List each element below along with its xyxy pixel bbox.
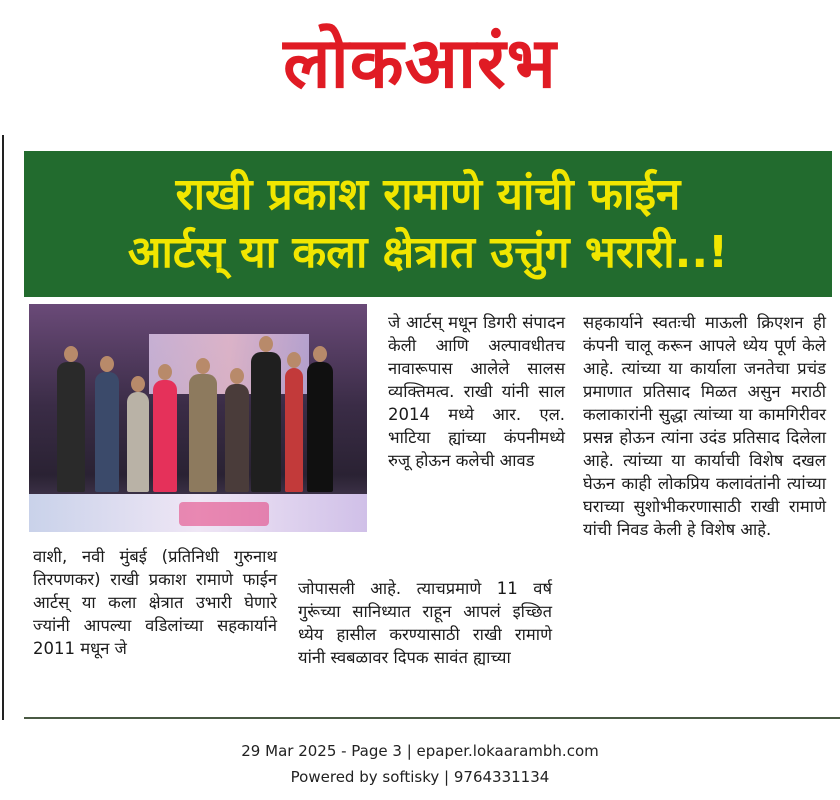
photo-person xyxy=(307,362,333,492)
photo-logo-mark xyxy=(179,502,269,526)
bottom-rule xyxy=(24,717,840,719)
article-column-1-text: वाशी, नवी मुंबई (प्रतिनिधी गुरुनाथ तिरपणकर) राखी प्रकाश रामाणे फाईन आर्टस् या कला क्षेत्रात उभारी घेणारे ज्यांनी आपल्या वडिलांच्या सहकार्याने 2011 मधून जे xyxy=(33,547,277,658)
photo-person xyxy=(57,362,85,492)
photo-person xyxy=(153,380,177,492)
left-column-rule xyxy=(2,135,4,720)
photo-person xyxy=(285,368,303,492)
article-column-1 xyxy=(33,545,277,660)
article-column-2-bottom xyxy=(298,577,552,669)
photo-person xyxy=(189,374,217,492)
article-column-2-top-text: जे आर्टस् मधून डिगरी संपादन केली आणि अल्पावधीतच नावारूपास आलेले सालस व्यक्तिमत्व. राखी यांनी साल 2014 मध्ये आर. एल. भाटिया ह्यांच्या कंपनीमध्ये रुजू होऊन कलेची आवड xyxy=(388,313,565,470)
page-footer xyxy=(0,738,840,790)
photo-person xyxy=(95,372,119,492)
article-column-2-bottom-text: जोपासली आहे. त्याचप्रमाणे 11 वर्ष गुरूंच्या सानिध्यात राहून आपलं इच्छित ध्येय हासील करण्यासाठी राखी रामाणे यांनी स्वबळावर दिपक सावंत ह्याच्या xyxy=(298,579,552,667)
masthead xyxy=(0,0,840,120)
article-photo xyxy=(29,304,367,532)
article-column-3-text: सहकार्याने स्वतःची माऊली क्रिएशन ही कंपनी चालू करून आपले ध्येय पूर्ण केले आहे. त्यांच्या या कार्याला जनतेचा प्रचंड प्रमाणात प्रतिसाद मिळत असुन मराठी कलाकारांनी सुद्धा त्यांच्या या कामगिरीवर प्रसन्न होऊन त्यांना उदंड प्रतिसाद दिलेला आहे. त्यांच्या या कार्याची विशेष दखल घेऊन काही लोकप्रिय कलावंतांनी त्यांच्या घराच्या सुशोभीकरणासाठी राखी रामाणे यांची निवड केली हे विशेष आहे. xyxy=(583,313,826,539)
article-column-3 xyxy=(583,311,826,541)
masthead-title: लोकआरंभ xyxy=(283,21,557,104)
photo-person xyxy=(127,392,149,492)
footer-powered-by: Powered by softisky | 9764331134 xyxy=(290,768,550,786)
footer-date-page-url: 29 Mar 2025 - Page 3 | epaper.lokaarambh.com xyxy=(241,742,599,760)
article-column-2-top xyxy=(388,311,565,472)
headline-line-1: राखी प्रकाश रामाणे यांची फाईन xyxy=(175,169,681,220)
photo-person xyxy=(251,352,281,492)
headline-line-2: आर्टस् या कला क्षेत्रात उत्तुंग भरारी..! xyxy=(127,227,729,278)
photo-person xyxy=(225,384,249,492)
headline-banner xyxy=(24,151,832,297)
